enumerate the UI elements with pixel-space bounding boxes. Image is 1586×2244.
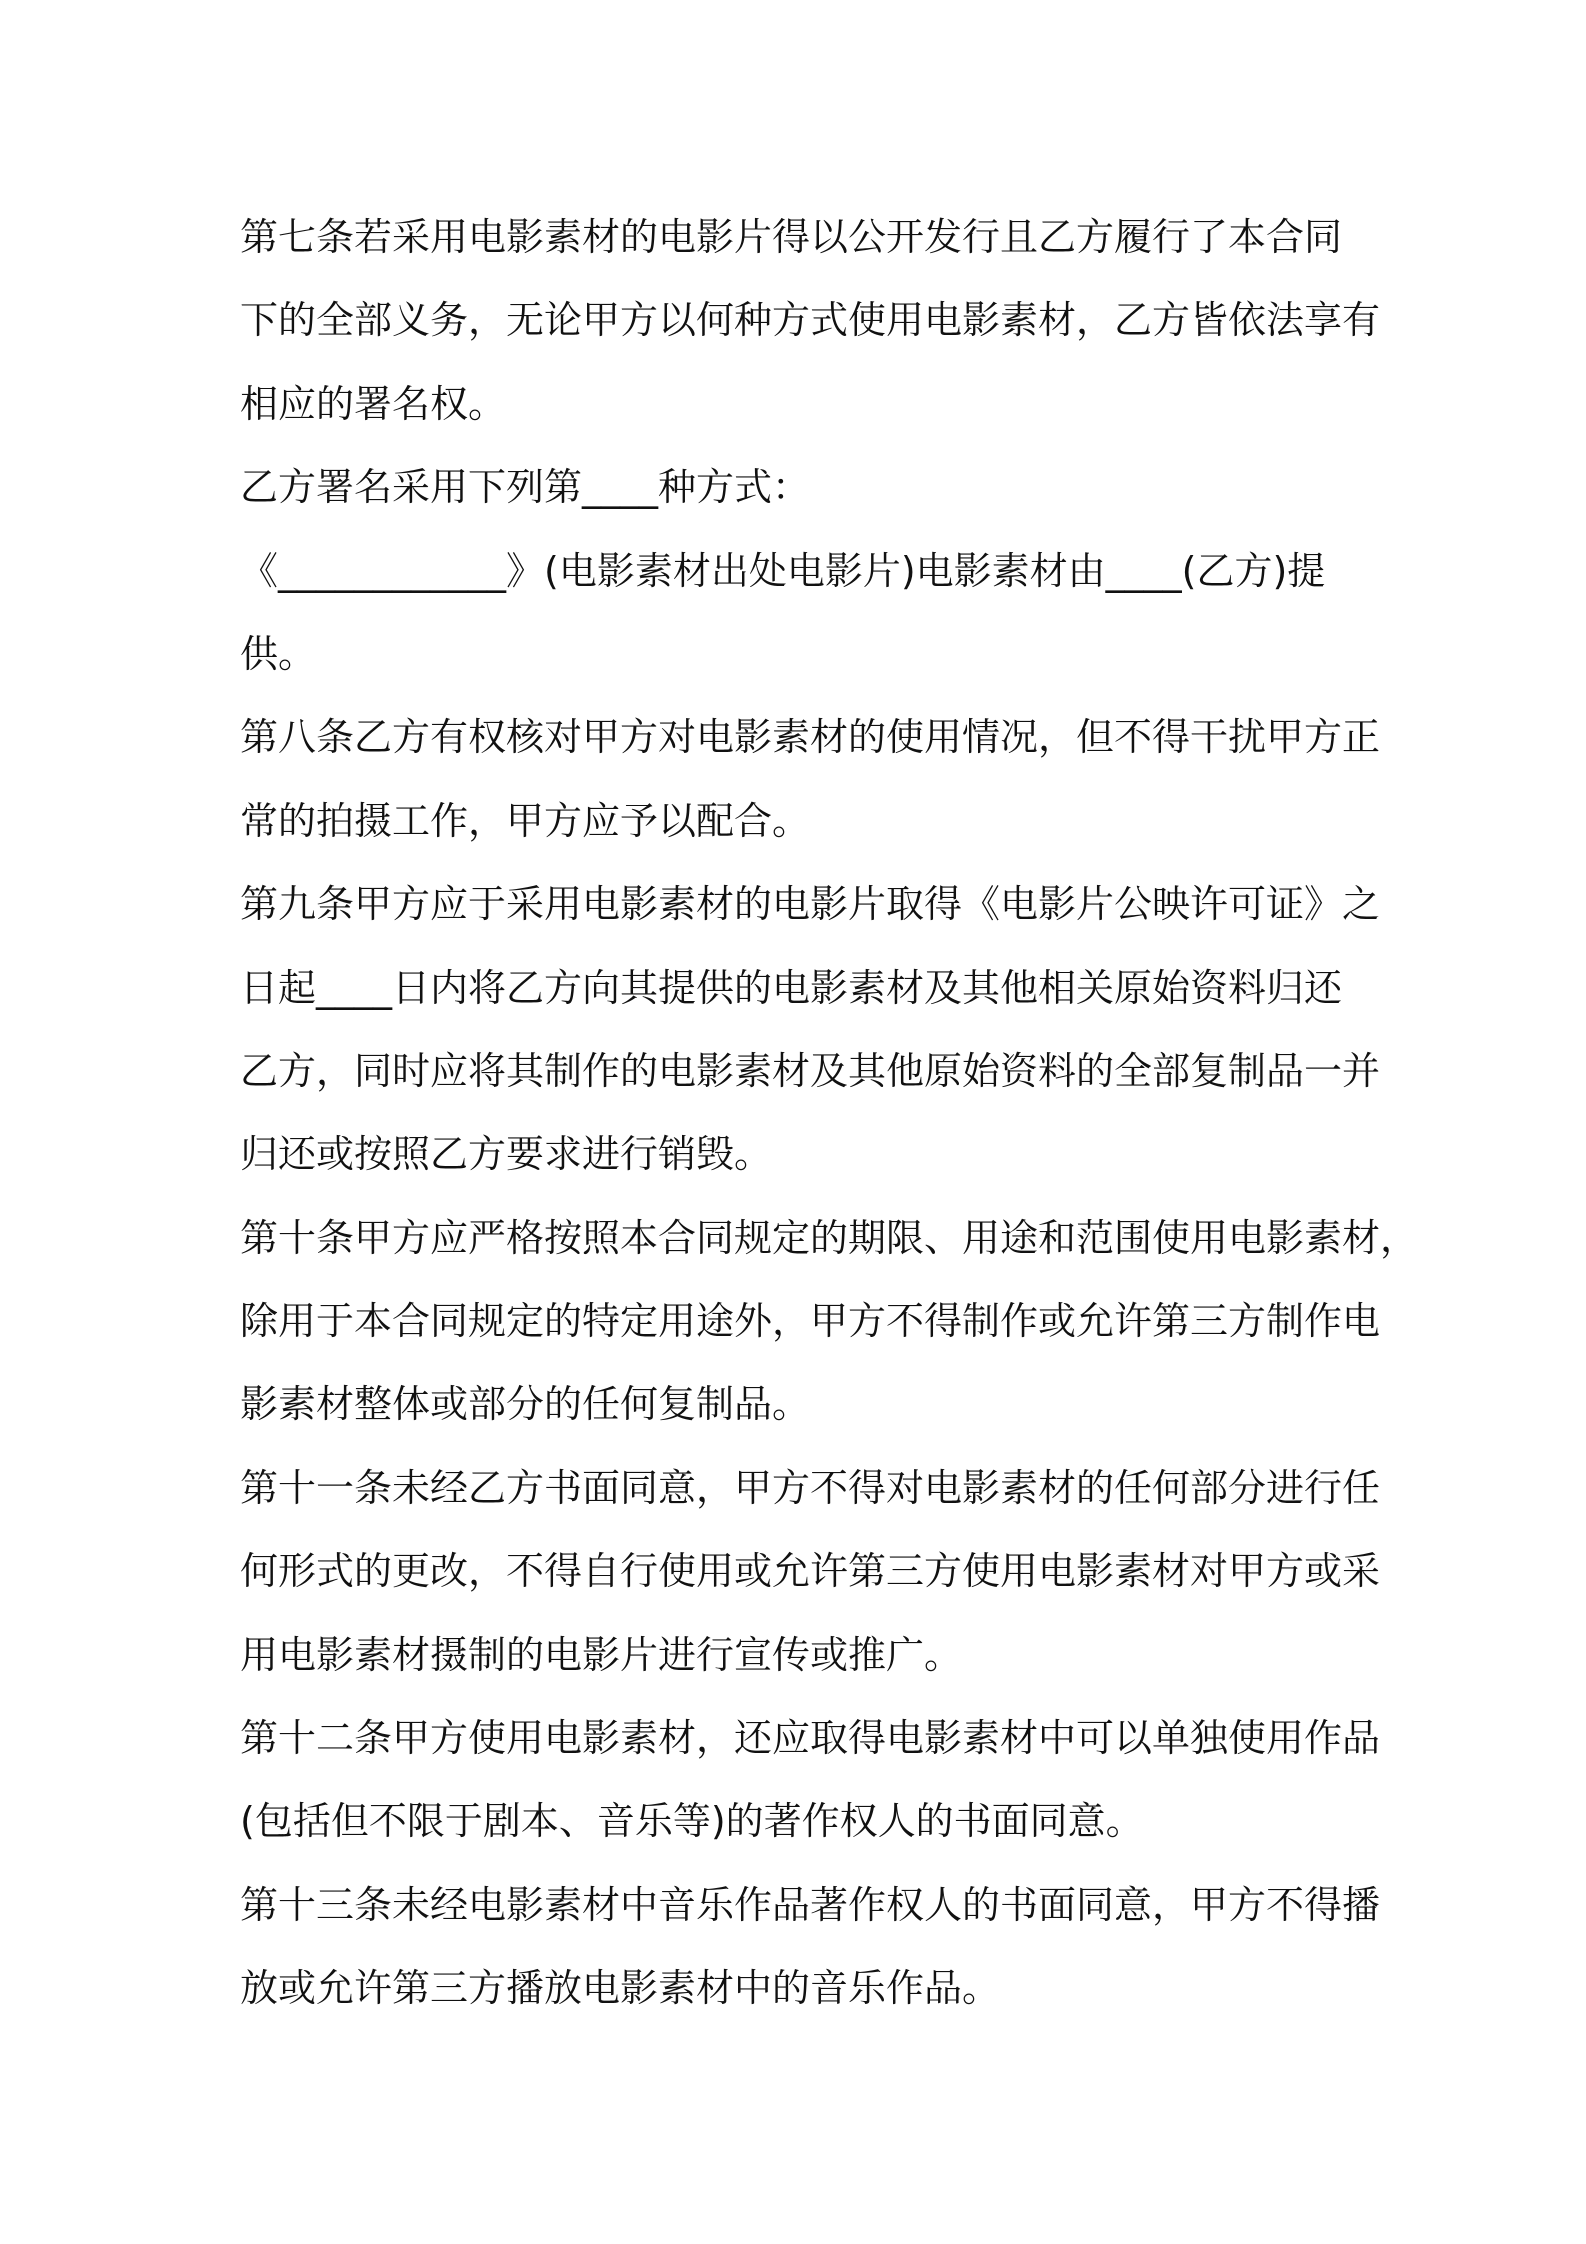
text-line: 乙方，同时应将其制作的电影素材及其他原始资料的全部复制品一并 xyxy=(240,1048,1381,1093)
text-line: 用电影素材摄制的电影片进行宣传或推广。 xyxy=(240,1632,963,1677)
text-line: 第十条甲方应严格按照本合同规定的期限、用途和范围使用电影素材， xyxy=(240,1215,1419,1260)
text-line: 常的拍摄工作，甲方应予以配合。 xyxy=(240,798,811,843)
text-line: 除用于本合同规定的特定用途外，甲方不得制作或允许第三方制作电 xyxy=(240,1299,1381,1344)
text-line: 供。 xyxy=(240,631,317,676)
text-line: 第十二条甲方使用电影素材，还应取得电影素材中可以单独使用作品 xyxy=(240,1716,1381,1761)
text-line: 影素材整体或部分的任何复制品。 xyxy=(240,1382,811,1427)
text-line: 第九条甲方应于采用电影素材的电影片取得《电影片公映许可证》之 xyxy=(240,882,1381,927)
text-line: 第七条若采用电影素材的电影片得以公开发行且乙方履行了本合同 xyxy=(240,215,1343,259)
text-line: (包括但不限于剧本、音乐等)的著作权人的书面同意。 xyxy=(240,1799,1144,1844)
text-line: 放或允许第三方播放电影素材中的音乐作品。 xyxy=(240,1966,1001,2011)
text-line: 第十一条未经乙方书面同意，甲方不得对电影素材的任何部分进行任 xyxy=(240,1465,1381,1510)
text-line: 归还或按照乙方要求进行销毁。 xyxy=(240,1132,773,1177)
text-line: 下的全部义务，无论甲方以何种方式使用电影素材，乙方皆依法享有 xyxy=(240,298,1381,343)
text-line: 第十三条未经电影素材中音乐作品著作权人的书面同意，甲方不得播 xyxy=(240,1882,1381,1927)
text-line: 第八条乙方有权核对甲方对电影素材的使用情况，但不得干扰甲方正 xyxy=(240,715,1381,760)
text-line: 相应的署名权。 xyxy=(240,381,507,426)
text-line: 乙方署名采用下列第____种方式： xyxy=(240,465,811,510)
text-line: 日起____日内将乙方向其提供的电影素材及其他相关原始资料归还 xyxy=(240,965,1343,1010)
document-body xyxy=(240,196,1419,2031)
text-line: 《____________》(电影素材出处电影片)电影素材由____(乙方)提 xyxy=(240,548,1326,593)
text-line: 何形式的更改，不得自行使用或允许第三方使用电影素材对甲方或采 xyxy=(240,1549,1381,1594)
